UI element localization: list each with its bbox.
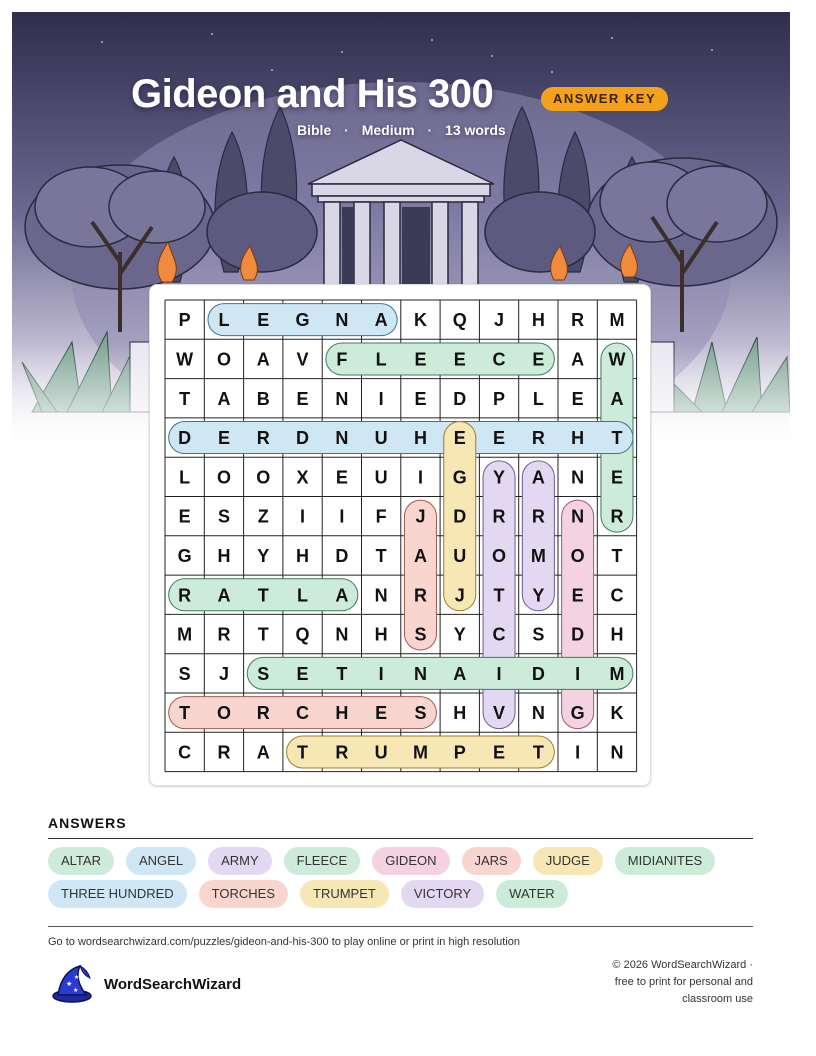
grid-letter[interactable]: R xyxy=(610,506,624,527)
grid-letter[interactable]: T xyxy=(493,585,505,606)
grid-letter[interactable]: Y xyxy=(532,585,545,606)
grid-letter[interactable]: A xyxy=(335,585,349,606)
grid-letter[interactable]: K xyxy=(610,703,624,724)
grid-letter[interactable]: E xyxy=(217,428,230,449)
grid-letter[interactable]: L xyxy=(532,388,544,409)
grid-letter[interactable]: I xyxy=(339,506,345,527)
grid-letter[interactable]: E xyxy=(375,703,388,724)
grid-letter[interactable]: N xyxy=(335,428,349,449)
grid-letter[interactable]: T xyxy=(611,428,623,449)
grid-letter[interactable]: T xyxy=(297,742,309,763)
grid-letter[interactable]: E xyxy=(257,310,270,331)
grid-letter[interactable]: R xyxy=(571,310,585,331)
grid-letter[interactable]: H xyxy=(571,428,585,449)
grid-letter[interactable]: N xyxy=(413,663,427,684)
grid-letter[interactable]: D xyxy=(453,388,467,409)
grid-letter[interactable]: I xyxy=(378,388,384,409)
grid-letter[interactable]: W xyxy=(608,349,626,370)
meta-word-count: 13 words xyxy=(445,122,506,138)
grid-letter[interactable]: A xyxy=(374,310,388,331)
grid-letter[interactable]: I xyxy=(300,506,306,527)
grid-letter[interactable]: H xyxy=(531,310,545,331)
grid-letter[interactable]: T xyxy=(336,663,348,684)
grid-letter[interactable]: N xyxy=(335,388,349,409)
grid-letter[interactable]: O xyxy=(256,467,271,488)
answer-chip: TORCHES xyxy=(199,880,288,908)
grid-letter[interactable]: P xyxy=(178,310,191,331)
grid-letter[interactable]: W xyxy=(176,349,194,370)
meta-separator: · xyxy=(344,122,349,138)
grid-letter[interactable]: T xyxy=(179,703,191,724)
grid-letter[interactable]: E xyxy=(493,742,506,763)
grid-letter[interactable]: M xyxy=(530,545,546,566)
grid-letter[interactable]: H xyxy=(453,703,467,724)
grid-letter[interactable]: E xyxy=(178,506,191,527)
grid-letter[interactable]: R xyxy=(256,703,270,724)
answer-chip: ARMY xyxy=(208,847,272,875)
grid-letter[interactable]: H xyxy=(374,624,388,645)
grid-letter[interactable]: H xyxy=(217,545,231,566)
grid-letter[interactable]: O xyxy=(216,349,231,370)
grid-letter[interactable]: C xyxy=(296,703,310,724)
meta-category: Bible xyxy=(297,122,332,138)
grid-letter[interactable]: R xyxy=(413,585,427,606)
grid-letter[interactable]: E xyxy=(493,428,506,449)
grid-letter[interactable]: U xyxy=(374,742,388,763)
footer-link[interactable]: Go to wordsearchwizard.com/puzzles/gideon-and-his-300 to play online or print in high resolution xyxy=(48,936,521,948)
grid-letter[interactable]: E xyxy=(453,428,466,449)
grid-letter[interactable]: N xyxy=(374,585,388,606)
grid-letter[interactable]: M xyxy=(412,742,428,763)
grid-letter[interactable]: H xyxy=(296,545,310,566)
grid-letter[interactable]: G xyxy=(452,467,467,488)
grid-letter[interactable]: T xyxy=(257,624,269,645)
grid-letter[interactable]: E xyxy=(610,467,623,488)
answer-chip: GIDEON xyxy=(372,847,449,875)
grid-letter[interactable]: H xyxy=(413,428,427,449)
grid-letter[interactable]: S xyxy=(414,703,427,724)
grid-letter[interactable]: P xyxy=(453,742,466,763)
grid-letter[interactable]: N xyxy=(335,624,349,645)
grid-letter[interactable]: R xyxy=(217,742,231,763)
grid-letter[interactable]: M xyxy=(177,624,193,645)
grid-letter[interactable]: T xyxy=(375,545,387,566)
grid-letter[interactable]: O xyxy=(570,545,585,566)
grid-letter[interactable]: A xyxy=(413,545,427,566)
grid-letter[interactable]: N xyxy=(335,310,349,331)
grid-letter[interactable]: M xyxy=(609,310,625,331)
grid-letter[interactable]: E xyxy=(414,388,427,409)
grid-letter[interactable]: U xyxy=(374,467,388,488)
grid-letter[interactable]: V xyxy=(296,349,309,370)
copyright-line: classroom use xyxy=(682,993,753,1005)
grid-letter[interactable]: K xyxy=(413,310,427,331)
grid-letter[interactable]: J xyxy=(415,506,426,527)
grid-letter[interactable]: S xyxy=(532,624,545,645)
answers-divider xyxy=(48,838,753,839)
grid-letter[interactable]: V xyxy=(493,703,506,724)
meta-separator: · xyxy=(427,122,433,138)
grid-letter[interactable]: Y xyxy=(257,545,270,566)
meta-difficulty: Medium xyxy=(361,122,415,138)
answer-chip: FLEECE xyxy=(284,847,361,875)
grid-letter[interactable]: A xyxy=(256,349,270,370)
answer-chip: JUDGE xyxy=(533,847,603,875)
answer-key-badge: ANSWER KEY xyxy=(541,87,668,111)
word-search-grid xyxy=(150,285,652,787)
grid-letter[interactable]: N xyxy=(610,742,624,763)
grid-letter[interactable]: H xyxy=(335,703,349,724)
grid-letter[interactable]: L xyxy=(375,349,387,370)
grid-letter[interactable]: C xyxy=(178,742,192,763)
grid-letter[interactable]: C xyxy=(610,585,624,606)
copyright-line: free to print for personal and xyxy=(614,976,753,988)
grid-letter[interactable]: E xyxy=(414,349,427,370)
grid-letter[interactable]: T xyxy=(611,545,623,566)
grid-letter[interactable]: H xyxy=(610,624,624,645)
grid-letter[interactable]: X xyxy=(296,467,309,488)
grid-letter[interactable]: D xyxy=(296,428,310,449)
grid-letter[interactable]: A xyxy=(217,585,231,606)
grid-letter[interactable]: J xyxy=(494,310,505,331)
wizard-hat-icon xyxy=(48,964,92,1004)
grid-letter[interactable]: A xyxy=(217,388,231,409)
grid-letter[interactable]: O xyxy=(216,703,231,724)
answer-chip: JARS xyxy=(462,847,521,875)
grid-letter[interactable]: G xyxy=(295,310,310,331)
grid-letter[interactable]: D xyxy=(453,506,467,527)
grid-letter[interactable]: E xyxy=(571,585,584,606)
grid-letter[interactable]: D xyxy=(178,428,192,449)
grid-letter[interactable]: Y xyxy=(493,467,506,488)
copyright-line: © 2026 WordSearchWizard · xyxy=(612,959,753,971)
grid-letter[interactable]: N xyxy=(571,506,585,527)
grid-letter[interactable]: D xyxy=(335,545,349,566)
grid-letter[interactable]: L xyxy=(297,585,309,606)
grid-letter[interactable]: C xyxy=(492,349,506,370)
grid-letter[interactable]: Q xyxy=(295,624,310,645)
grid-letter[interactable]: C xyxy=(492,624,506,645)
grid-letter[interactable]: D xyxy=(531,663,545,684)
grid-letter[interactable]: N xyxy=(571,467,585,488)
grid-letter[interactable]: S xyxy=(178,663,191,684)
answers-list xyxy=(48,847,758,908)
grid-letter[interactable]: E xyxy=(532,349,545,370)
grid-letter[interactable]: E xyxy=(571,388,584,409)
grid-letter[interactable]: I xyxy=(417,467,423,488)
grid-letter[interactable]: T xyxy=(179,388,191,409)
grid-letter[interactable]: L xyxy=(218,310,230,331)
grid-letter[interactable]: A xyxy=(256,742,270,763)
grid-letter[interactable]: F xyxy=(375,506,387,527)
puzzle-meta xyxy=(297,122,506,142)
grid-letter[interactable]: R xyxy=(178,585,192,606)
grid-letter[interactable]: D xyxy=(571,624,585,645)
grid-letter[interactable]: O xyxy=(492,545,507,566)
grid-letter[interactable]: A xyxy=(571,349,585,370)
grid-letter[interactable]: S xyxy=(257,663,270,684)
answer-chip: ALTAR xyxy=(48,847,114,875)
title-row xyxy=(0,72,816,122)
grid-letter[interactable]: R xyxy=(256,428,270,449)
grid-letter[interactable]: B xyxy=(256,388,270,409)
grid-letter[interactable]: Q xyxy=(452,310,467,331)
grid-letter[interactable]: F xyxy=(336,349,348,370)
grid-letter[interactable]: O xyxy=(216,467,231,488)
grid-letter[interactable]: R xyxy=(335,742,349,763)
grid-letter[interactable]: S xyxy=(217,506,230,527)
grid-letter[interactable]: U xyxy=(453,545,467,566)
answer-chip: VICTORY xyxy=(401,880,484,908)
grid-letter[interactable]: A xyxy=(610,388,624,409)
answer-chip: ANGEL xyxy=(126,847,196,875)
grid-letter[interactable]: I xyxy=(378,663,384,684)
grid-letter[interactable]: A xyxy=(531,467,545,488)
grid-letter[interactable]: G xyxy=(177,545,192,566)
brand[interactable] xyxy=(48,962,241,1006)
copyright-notice xyxy=(553,957,753,1008)
brand-name: WordSearchWizard xyxy=(104,975,242,993)
grid-letter[interactable]: S xyxy=(414,624,427,645)
grid-letter[interactable]: R xyxy=(531,428,545,449)
answer-chip: WATER xyxy=(496,880,568,908)
grid-letter[interactable]: Y xyxy=(453,624,466,645)
answer-chip: TRUMPET xyxy=(300,880,389,908)
grid-letter[interactable]: E xyxy=(296,663,309,684)
grid-letter[interactable]: R xyxy=(531,506,545,527)
grid-letter[interactable]: R xyxy=(492,506,506,527)
grid-letter[interactable]: L xyxy=(179,467,191,488)
grid-letter[interactable]: G xyxy=(570,703,585,724)
grid-letter[interactable]: P xyxy=(493,388,506,409)
grid-letter[interactable]: J xyxy=(454,585,465,606)
grid-letter[interactable]: R xyxy=(217,624,231,645)
grid-letter[interactable]: I xyxy=(575,742,581,763)
footer-divider xyxy=(48,926,753,927)
answer-chip: THREE HUNDRED xyxy=(48,880,187,908)
svg-text:★: ★ xyxy=(74,974,80,981)
grid-letter[interactable]: E xyxy=(296,388,309,409)
grid-letter[interactable]: N xyxy=(531,703,545,724)
grid-letter[interactable]: E xyxy=(335,467,348,488)
grid-letter[interactable]: Z xyxy=(257,506,269,527)
grid-letter[interactable]: A xyxy=(453,663,467,684)
grid-letter[interactable]: E xyxy=(453,349,466,370)
grid-letter[interactable]: I xyxy=(575,663,581,684)
svg-text:★: ★ xyxy=(73,987,79,994)
answers-heading: ANSWERS xyxy=(48,815,127,831)
svg-text:★: ★ xyxy=(66,980,73,988)
puzzle-title: Gideon and His 300 xyxy=(131,72,494,116)
grid-letter[interactable]: M xyxy=(609,663,625,684)
grid-letter[interactable]: T xyxy=(532,742,544,763)
grid-letter[interactable]: U xyxy=(374,428,388,449)
grid-letter[interactable]: J xyxy=(218,663,229,684)
answer-chip: MIDIANITES xyxy=(615,847,715,875)
grid-letter[interactable]: I xyxy=(496,663,502,684)
grid-letter[interactable]: T xyxy=(257,585,269,606)
word-search-grid-card xyxy=(149,284,651,786)
